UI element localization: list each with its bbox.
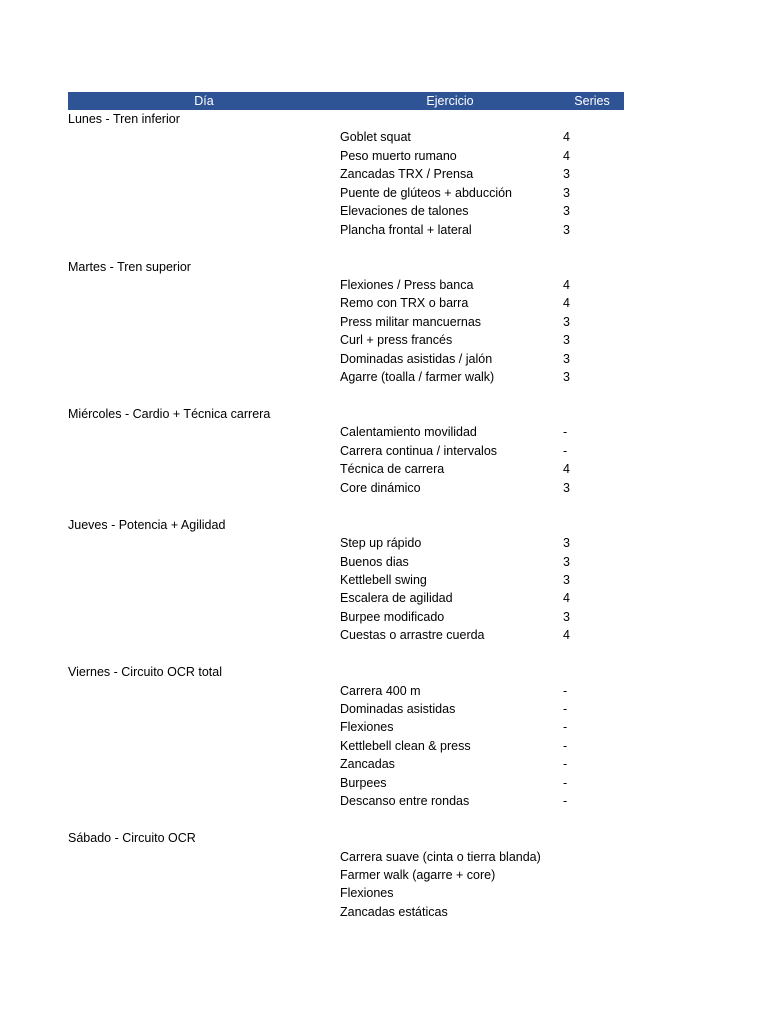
table-body	[68, 110, 624, 921]
exercise-name: Buenos dias	[340, 554, 409, 569]
day-label: Viernes - Circuito OCR total	[68, 665, 222, 680]
header-dia: Día	[194, 94, 214, 108]
exercise-row	[68, 147, 624, 165]
exercise-row	[68, 368, 624, 386]
exercise-name: Zancadas	[340, 757, 395, 772]
exercise-series: 4	[563, 591, 570, 606]
exercise-row	[68, 700, 624, 718]
exercise-row	[68, 589, 624, 607]
exercise-name: Burpee modificado	[340, 609, 445, 624]
exercise-row	[68, 774, 624, 792]
exercise-name: Goblet squat	[340, 130, 411, 145]
exercise-series: 4	[563, 277, 570, 292]
exercise-name: Curl + press francés	[340, 333, 453, 348]
exercise-row	[68, 460, 624, 478]
exercise-name: Carrera suave (cinta o tierra blanda)	[340, 849, 541, 864]
exercise-name: Flexiones / Press banca	[340, 277, 474, 292]
exercise-name: Dominadas asistidas / jalón	[340, 351, 493, 366]
exercise-row	[68, 737, 624, 755]
exercise-row	[68, 755, 624, 773]
exercise-row	[68, 331, 624, 349]
exercise-row	[68, 884, 624, 902]
exercise-name: Dominadas asistidas	[340, 702, 456, 716]
day-row	[68, 663, 624, 681]
exercise-name: Cuestas o arrastre cuerda	[340, 628, 485, 643]
exercise-series: -	[563, 702, 568, 716]
exercise-series: 3	[563, 333, 570, 348]
exercise-series: 4	[563, 296, 570, 311]
exercise-series: -	[563, 738, 568, 753]
exercise-series: -	[563, 425, 568, 440]
exercise-series: 3	[563, 204, 570, 219]
exercise-series: 3	[563, 480, 570, 495]
exercise-name: Plancha frontal + lateral	[340, 222, 472, 237]
exercise-name: Remo con TRX o barra	[340, 296, 469, 311]
exercise-row	[68, 294, 624, 312]
day-row	[68, 829, 624, 847]
exercise-series: -	[563, 757, 568, 772]
exercise-row	[68, 553, 624, 571]
day-row	[68, 516, 624, 534]
exercise-name: Puente de glúteos + abducción	[340, 185, 513, 200]
day-row	[68, 405, 624, 423]
exercise-series: -	[563, 794, 568, 809]
exercise-series: -	[563, 683, 568, 698]
training-table	[68, 92, 624, 921]
exercise-row	[68, 792, 624, 810]
table-header	[68, 92, 624, 110]
exercise-name: Kettlebell swing	[340, 572, 427, 587]
exercise-series: -	[563, 775, 568, 790]
blank-row	[68, 497, 624, 515]
exercise-name: Peso muerto rumano	[340, 148, 457, 163]
exercise-name: Core dinámico	[340, 480, 421, 495]
exercise-name: Elevaciones de talones	[340, 204, 469, 219]
exercise-name: Flexiones	[340, 886, 394, 901]
exercise-row	[68, 848, 624, 866]
blank-row	[68, 645, 624, 663]
day-label: Jueves - Potencia + Agilidad	[68, 517, 226, 532]
exercise-row	[68, 479, 624, 497]
exercise-row	[68, 221, 624, 239]
day-label: Miércoles - Cardio + Técnica carrera	[68, 407, 271, 421]
exercise-row	[68, 276, 624, 294]
day-row	[68, 258, 624, 276]
day-label: Sábado - Circuito OCR	[68, 831, 196, 846]
header-series: Series	[574, 94, 610, 108]
exercise-series: 3	[563, 351, 570, 366]
exercise-row	[68, 608, 624, 626]
exercise-series: 4	[563, 148, 570, 163]
exercise-name: Técnica de carrera	[340, 462, 445, 477]
exercise-name: Burpees	[340, 775, 387, 790]
exercise-name: Step up rápido	[340, 536, 422, 551]
exercise-row	[68, 202, 624, 220]
exercise-row	[68, 165, 624, 183]
exercise-row	[68, 442, 624, 460]
day-label: Lunes - Tren inferior	[68, 112, 180, 126]
exercise-row	[68, 626, 624, 644]
exercise-name: Escalera de agilidad	[340, 591, 453, 606]
exercise-series: 4	[563, 462, 570, 477]
exercise-row	[68, 682, 624, 700]
header-ejercicio: Ejercicio	[426, 94, 474, 108]
exercise-name: Flexiones	[340, 720, 394, 735]
exercise-series: 3	[563, 222, 570, 237]
exercise-series: 3	[563, 554, 570, 569]
blank-row	[68, 811, 624, 829]
exercise-series: 3	[563, 185, 570, 200]
exercise-row	[68, 313, 624, 331]
exercise-series: 4	[563, 130, 570, 145]
exercise-series: 4	[563, 628, 570, 643]
exercise-name: Agarre (toalla / farmer walk)	[340, 370, 495, 385]
exercise-series: -	[563, 443, 568, 458]
exercise-row	[68, 423, 624, 441]
exercise-series: 3	[563, 314, 570, 329]
exercise-name: Calentamiento movilidad	[340, 425, 477, 440]
exercise-name: Farmer walk (agarre + core)	[340, 867, 496, 882]
day-row	[68, 110, 624, 128]
exercise-name: Carrera continua / intervalos	[340, 443, 498, 458]
exercise-series: 3	[563, 167, 570, 182]
exercise-name: Zancadas TRX / Prensa	[340, 167, 474, 182]
exercise-name: Descanso entre rondas	[340, 794, 470, 809]
exercise-row	[68, 718, 624, 736]
blank-row	[68, 387, 624, 405]
exercise-row	[68, 184, 624, 202]
exercise-row	[68, 350, 624, 368]
day-label: Martes - Tren superior	[68, 259, 191, 274]
exercise-name: Carrera 400 m	[340, 683, 421, 698]
exercise-series: 3	[563, 572, 570, 587]
exercise-name: Zancadas estáticas	[340, 904, 448, 919]
exercise-row	[68, 903, 624, 921]
exercise-series: -	[563, 720, 568, 735]
exercise-series: 3	[563, 536, 570, 551]
exercise-name: Press militar mancuernas	[340, 314, 482, 329]
exercise-name: Kettlebell clean & press	[340, 738, 471, 753]
blank-row	[68, 239, 624, 257]
exercise-row	[68, 571, 624, 589]
exercise-row	[68, 866, 624, 884]
exercise-series: 3	[563, 370, 570, 385]
exercise-series: 3	[563, 609, 570, 624]
exercise-row	[68, 128, 624, 146]
exercise-row	[68, 534, 624, 552]
